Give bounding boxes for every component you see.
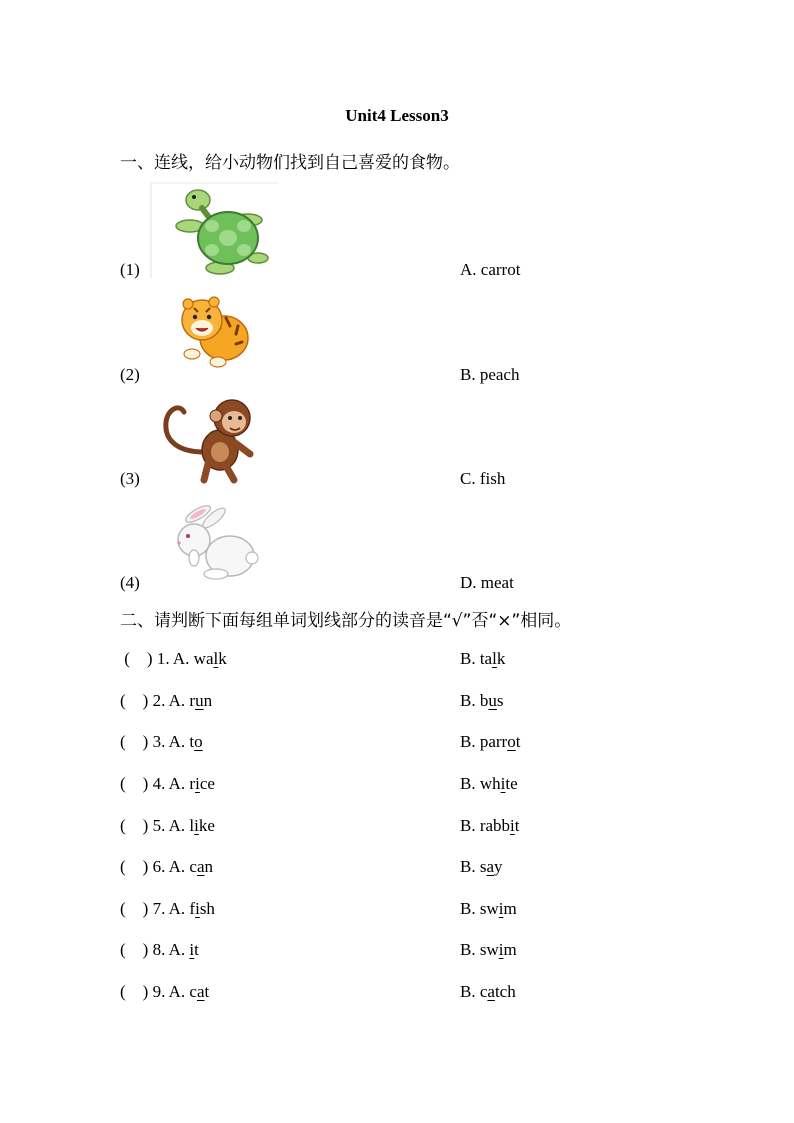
question-text: ( ) 4. A. r bbox=[120, 774, 196, 793]
question-text: t bbox=[204, 982, 210, 1001]
item-1-number: (1) bbox=[120, 260, 140, 279]
question-text: B. ta bbox=[460, 649, 493, 668]
question-text: k bbox=[218, 649, 227, 668]
underlined-part: a bbox=[196, 982, 205, 1001]
question-text: ( ) 7. A. f bbox=[120, 899, 196, 918]
underlined-part: l bbox=[492, 649, 497, 668]
underlined-part: a bbox=[487, 982, 495, 1001]
question-text: n bbox=[203, 691, 213, 710]
page-title: Unit4 Lesson3 bbox=[345, 106, 449, 125]
question-3-word-b bbox=[460, 732, 520, 752]
question-text: t bbox=[514, 816, 520, 835]
question-2-word-a bbox=[120, 691, 212, 711]
question-1-word-b bbox=[460, 649, 505, 669]
question-text: ( ) 9. A. c bbox=[120, 982, 197, 1001]
item-3-number: (3) bbox=[120, 469, 140, 488]
question-4-word-b bbox=[460, 774, 518, 794]
question-text: n bbox=[204, 857, 214, 876]
underlined-part: a bbox=[196, 857, 205, 876]
question-text: ( ) 6. A. c bbox=[120, 857, 197, 876]
question-text: B. s bbox=[460, 857, 487, 876]
item-4-number: (4) bbox=[120, 573, 140, 592]
question-text: ( ) 5. A. l bbox=[120, 816, 195, 835]
question-text: ( ) 8. A. bbox=[120, 940, 190, 959]
question-7-word-b bbox=[460, 899, 517, 919]
underlined-part: i bbox=[510, 816, 515, 835]
question-text: ke bbox=[198, 816, 215, 835]
option-a: A. carrot bbox=[460, 260, 521, 279]
underlined-part: o bbox=[194, 732, 203, 751]
question-text: B. sw bbox=[460, 940, 499, 959]
question-5-word-a bbox=[120, 816, 215, 836]
question-text: sh bbox=[199, 899, 215, 918]
underlined-part: u bbox=[195, 691, 204, 710]
underlined-part: i bbox=[194, 816, 199, 835]
underlined-part: i bbox=[195, 774, 200, 793]
question-text: ce bbox=[199, 774, 215, 793]
underlined-part: i bbox=[498, 940, 504, 959]
question-6-word-b bbox=[460, 857, 503, 877]
question-text: y bbox=[494, 857, 503, 876]
tiger-icon bbox=[172, 290, 252, 372]
question-7-word-a bbox=[120, 899, 215, 919]
section1-heading: 一、连线，给小动物们找到自己喜爱的食物。 bbox=[120, 153, 460, 173]
question-6-word-a bbox=[120, 857, 213, 877]
question-8-word-b bbox=[460, 940, 517, 960]
underlined-part: i bbox=[195, 899, 200, 918]
option-d: D. meat bbox=[460, 573, 514, 592]
question-text: ( ) 3. A. t bbox=[120, 732, 195, 751]
question-3-word-a bbox=[120, 732, 203, 752]
question-text: s bbox=[496, 691, 504, 710]
question-text: B. sw bbox=[460, 899, 499, 918]
question-text: k bbox=[496, 649, 506, 668]
question-4-word-a bbox=[120, 774, 215, 794]
underlined-part: o bbox=[507, 732, 516, 751]
question-text: ( ) 1. A. wa bbox=[120, 649, 214, 668]
question-text: B. wh bbox=[460, 774, 501, 793]
question-5-word-b bbox=[460, 816, 520, 836]
option-c: C. fish bbox=[460, 469, 506, 488]
question-text: te bbox=[505, 774, 518, 793]
question-2-word-b bbox=[460, 691, 503, 711]
underlined-part: a bbox=[486, 857, 495, 876]
question-9-word-b bbox=[460, 982, 516, 1002]
question-text: t bbox=[515, 732, 521, 751]
question-9-word-a bbox=[120, 982, 209, 1002]
question-text: ( ) 2. A. r bbox=[120, 691, 196, 710]
question-text: B. c bbox=[460, 982, 488, 1001]
question-text: B. rabb bbox=[460, 816, 511, 835]
underlined-part: l bbox=[213, 649, 219, 668]
section2-heading: 二、请判断下面每组单词划线部分的读音是“√”否“×”相同。 bbox=[120, 611, 572, 631]
underlined-part: i bbox=[498, 899, 504, 918]
question-text: m bbox=[503, 899, 517, 918]
question-8-word-a bbox=[120, 940, 199, 960]
monkey-icon bbox=[160, 392, 260, 484]
question-text: m bbox=[503, 940, 517, 959]
question-1-word-a bbox=[120, 649, 227, 669]
underlined-part: u bbox=[488, 691, 497, 710]
underlined-part: i bbox=[500, 774, 506, 793]
rabbit-icon bbox=[168, 502, 260, 584]
option-b: B. peach bbox=[460, 365, 520, 384]
question-text: B. b bbox=[460, 691, 489, 710]
question-text: B. parr bbox=[460, 732, 508, 751]
question-text: tch bbox=[494, 982, 516, 1001]
item-2-number: (2) bbox=[120, 365, 140, 384]
underlined-part: i bbox=[189, 940, 195, 959]
turtle-icon bbox=[150, 182, 278, 278]
question-text: t bbox=[194, 940, 199, 959]
